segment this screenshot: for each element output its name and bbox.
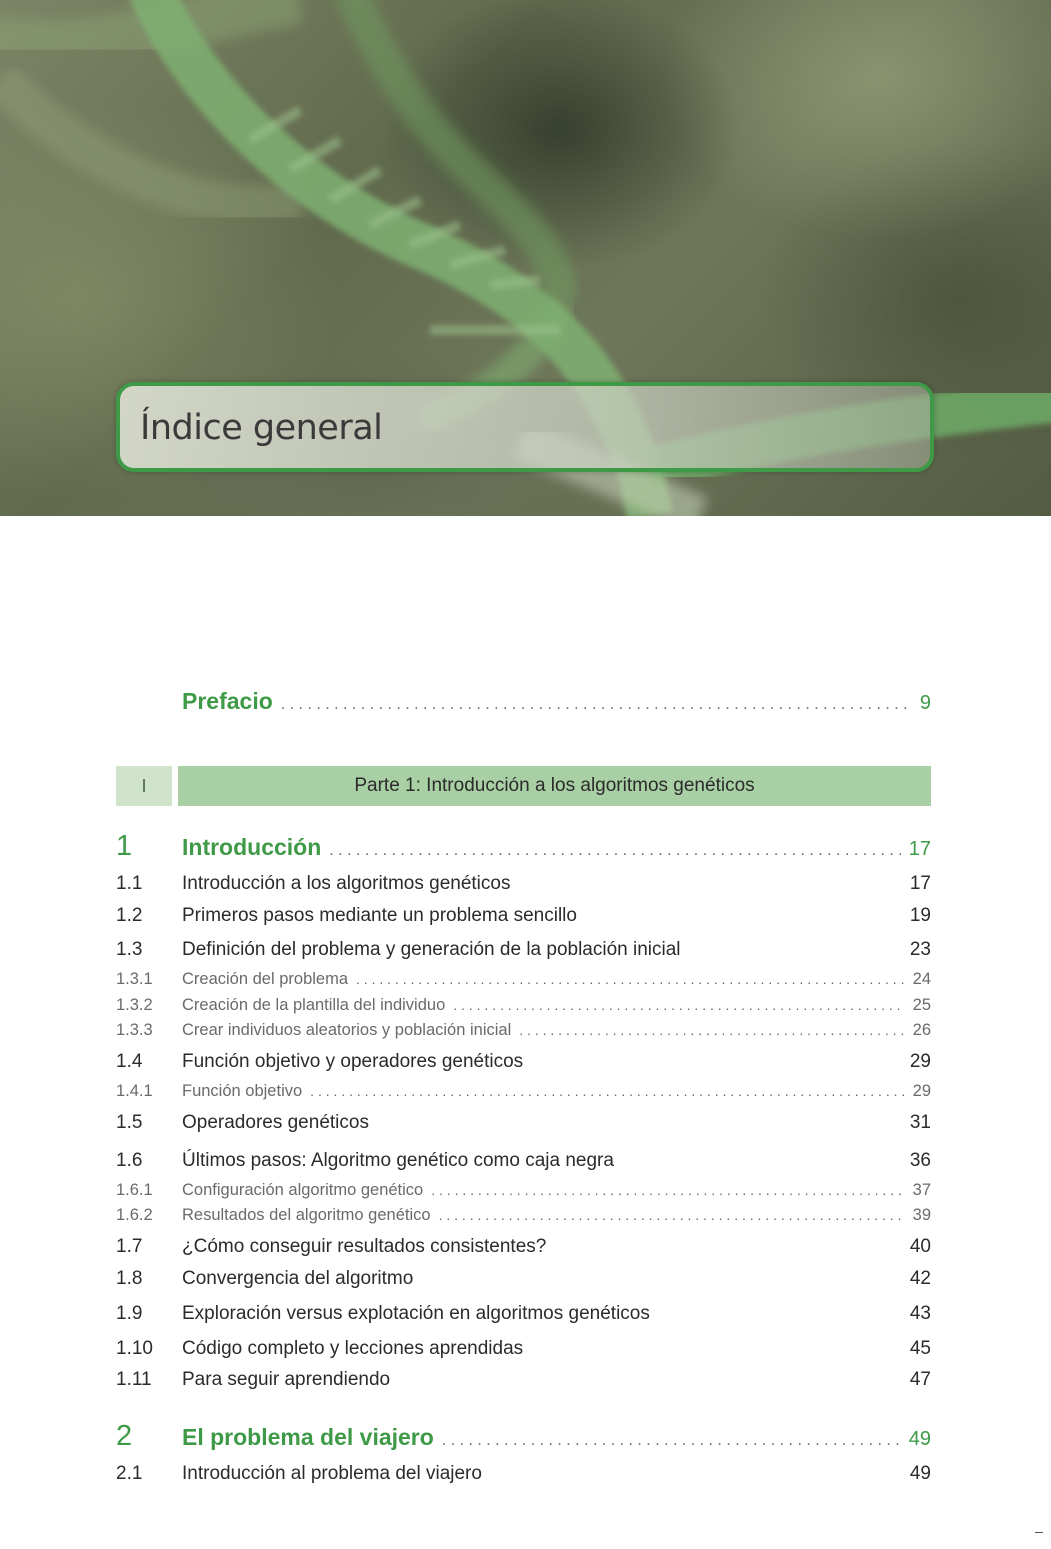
toc-entry-section[interactable] — [116, 1463, 931, 1485]
toc-entry-chapter[interactable] — [116, 1420, 931, 1453]
toc-title: Código completo y lecciones aprendidas — [182, 1338, 524, 1359]
toc-title: Introducción a los algoritmos genéticos — [182, 873, 511, 894]
toc-number: 1.1 — [116, 873, 143, 894]
toc-title: Introducción — [182, 834, 322, 860]
toc-number: 1.2 — [116, 905, 143, 926]
toc-entry-chapter[interactable] — [116, 830, 931, 863]
toc-leader-dots — [442, 1432, 901, 1450]
toc-title: Función objetivo — [182, 1082, 303, 1100]
toc-leader-dots — [281, 696, 912, 714]
toc-number: 1.3.2 — [116, 996, 153, 1014]
toc-title: Crear individuos aleatorios y población inicial — [182, 1021, 512, 1039]
toc-entry-subsection[interactable] — [116, 1021, 931, 1040]
toc-title: Creación del problema — [182, 970, 349, 988]
toc-page-number: 17 — [908, 838, 931, 860]
toc-page-number: 47 — [909, 1369, 931, 1390]
toc-title: Primeros pasos mediante un problema sencillo — [182, 905, 577, 926]
toc-page-number: 29 — [912, 1082, 931, 1100]
toc-title: Prefacio — [182, 688, 273, 714]
toc-entry-section[interactable] — [116, 1051, 931, 1073]
toc-entry-subsection[interactable] — [116, 970, 931, 989]
toc-title: Introducción al problema del viajero — [182, 1463, 482, 1484]
toc-entry-section[interactable] — [116, 1338, 931, 1360]
toc-entry-subsection[interactable] — [116, 1181, 931, 1200]
toc-number: 1.10 — [116, 1338, 153, 1359]
toc-page-number: 43 — [909, 1303, 931, 1324]
toc-number: 1.5 — [116, 1112, 143, 1133]
toc-number: 1.6.1 — [116, 1181, 153, 1199]
toc-page-number: 45 — [909, 1338, 931, 1359]
part-number: I — [141, 775, 147, 796]
part-title: Parte 1: Introducción a los algoritmos genéticos — [354, 775, 755, 796]
page-title: Índice general — [140, 408, 383, 448]
toc-number: 1.9 — [116, 1303, 143, 1324]
toc-entry-section[interactable] — [116, 1268, 931, 1290]
toc-number: 1.11 — [116, 1369, 152, 1390]
toc-page-number: 39 — [912, 1206, 931, 1224]
toc-leader-dots — [329, 842, 900, 860]
toc-title: Operadores genéticos — [182, 1112, 369, 1133]
toc-leader-dots — [453, 997, 904, 1013]
toc-page-number: 31 — [909, 1112, 931, 1133]
toc-entry-subsection[interactable] — [116, 996, 931, 1015]
toc-title: Últimos pasos: Algoritmo genético como caja negra — [182, 1150, 614, 1171]
toc-title: Resultados del algoritmo genético — [182, 1206, 431, 1224]
toc-title: Convergencia del algoritmo — [182, 1268, 414, 1289]
toc-number: 1.4.1 — [116, 1082, 153, 1100]
toc-entry-preface[interactable] — [116, 688, 931, 715]
toc-title: Para seguir aprendiendo — [182, 1369, 391, 1390]
toc-title: Definición del problema y generación de la población inicial — [182, 939, 681, 960]
toc-page-number: 17 — [909, 873, 931, 894]
toc-entry-subsection[interactable] — [116, 1206, 931, 1225]
toc-entry-section[interactable] — [116, 1303, 931, 1325]
toc-page-number: 23 — [909, 939, 931, 960]
toc-number: 1.3 — [116, 939, 143, 960]
part-number-box — [116, 766, 172, 806]
toc-title: Exploración versus explotación en algoritmos genéticos — [182, 1303, 650, 1324]
toc-page-number: 24 — [912, 970, 931, 988]
toc-entry-section[interactable] — [116, 1112, 931, 1134]
toc-leader-dots — [356, 971, 905, 987]
toc-entry-section[interactable] — [116, 1236, 931, 1258]
toc-number: 1.6.2 — [116, 1206, 153, 1224]
toc-number: 1.6 — [116, 1150, 143, 1171]
toc-page-number: 19 — [909, 905, 931, 926]
toc-page-number: 9 — [919, 692, 931, 714]
toc-chapter-number: 2 — [116, 1420, 133, 1452]
toc-page-number: 49 — [908, 1428, 931, 1450]
toc-entry-subsection[interactable] — [116, 1082, 931, 1101]
toc-title: Función objetivo y operadores genéticos — [182, 1051, 524, 1072]
toc-leader-dots — [310, 1083, 904, 1099]
toc-page-number: 36 — [909, 1150, 931, 1171]
toc-page-number: 42 — [909, 1268, 931, 1289]
toc-entry-section[interactable] — [116, 939, 931, 961]
toc-chapter-number: 1 — [116, 830, 133, 862]
toc-page-number: 29 — [909, 1051, 931, 1072]
toc-page-number: 40 — [909, 1236, 931, 1257]
toc-leader-dots — [519, 1022, 904, 1038]
toc-number: 1.3.1 — [116, 970, 153, 988]
title-box — [116, 382, 934, 472]
part-title-bar — [178, 766, 931, 806]
toc-entry-section[interactable] — [116, 873, 931, 895]
toc-number: 1.3.3 — [116, 1021, 153, 1039]
toc-number: 1.8 — [116, 1268, 143, 1289]
toc-entry-section[interactable] — [116, 1369, 931, 1391]
toc-number: 2.1 — [116, 1463, 143, 1484]
toc-leader-dots — [439, 1207, 905, 1223]
toc-title: El problema del viajero — [182, 1424, 434, 1450]
toc-leader-dots — [431, 1182, 904, 1198]
toc-page-number: 26 — [912, 1021, 931, 1039]
toc-page-number: 25 — [912, 996, 931, 1014]
toc-title: Configuración algoritmo genético — [182, 1181, 424, 1199]
toc-number: 1.4 — [116, 1051, 143, 1072]
toc-page-number: 37 — [912, 1181, 931, 1199]
toc-title: Creación de la plantilla del individuo — [182, 996, 446, 1014]
header-banner — [0, 0, 1051, 516]
toc-entry-section[interactable] — [116, 905, 931, 927]
crop-mark — [1035, 1532, 1043, 1533]
toc-page-number: 49 — [909, 1463, 931, 1484]
toc-entry-section[interactable] — [116, 1150, 931, 1172]
toc-title: ¿Cómo conseguir resultados consistentes? — [182, 1236, 547, 1257]
toc-number: 1.7 — [116, 1236, 143, 1257]
